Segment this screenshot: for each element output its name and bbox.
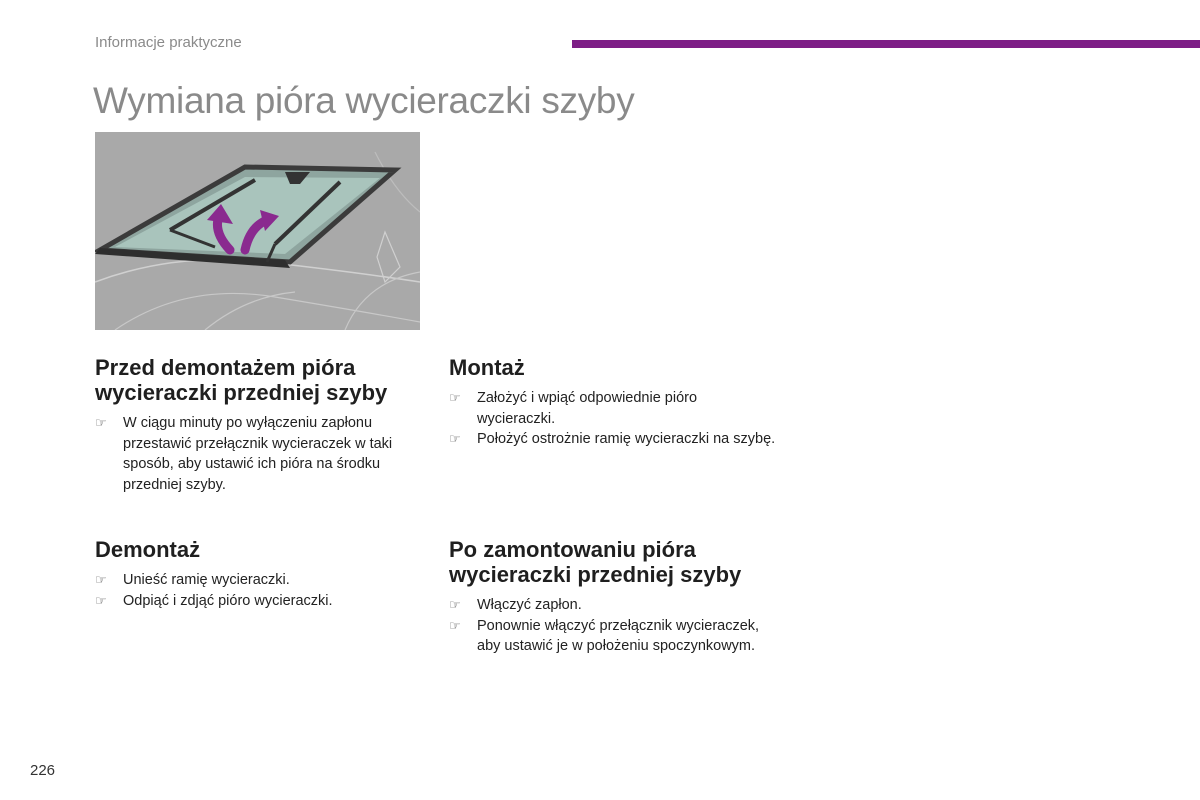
list-item: ☞ Włączyć zapłon. xyxy=(449,595,779,616)
windshield-illustration xyxy=(95,132,420,330)
list-item: ☞ Unieść ramię wycieraczki. xyxy=(95,570,425,591)
pointing-hand-icon: ☞ xyxy=(95,415,107,430)
section-removal xyxy=(95,537,425,611)
page-title: Wymiana pióra wycieraczki szyby xyxy=(93,80,635,121)
windshield-wiper-arrows-icon xyxy=(95,132,420,330)
list-item: ☞ Odpiąć i zdjąć pióro wycieraczki. xyxy=(95,591,425,612)
pointing-hand-icon: ☞ xyxy=(95,592,107,608)
section-heading: Demontaż xyxy=(95,537,201,562)
pointing-hand-icon: ☞ xyxy=(449,390,461,405)
pointing-hand-icon: ☞ xyxy=(95,572,107,587)
list-item: ☞ W ciągu minuty po wyłączeniu zapłonu przestawić przełącznik wycieraczek w taki sposób, aby ustawić ich pióra na środku przedniej szyby. xyxy=(95,415,393,493)
list-item: ☞ Ponownie włączyć przełącznik wycieraczek, aby ustawić je w położeniu spoczynkowym. xyxy=(449,617,760,654)
section-heading: Przed demontażem pióra wycieraczki przedniej szyby xyxy=(95,355,388,405)
section-heading: Po zamontowaniu pióra wycieraczki przedniej szyby xyxy=(449,537,742,587)
header-accent-bar xyxy=(572,40,1200,48)
section-before-removal xyxy=(95,355,425,495)
pointing-hand-icon: ☞ xyxy=(449,431,461,446)
section-after-installation xyxy=(449,537,779,657)
list-item: ☞ Położyć ostrożnie ramię wycieraczki na szybę. xyxy=(449,429,779,450)
running-header: Informacje praktyczne xyxy=(95,34,242,51)
page-number: 226 xyxy=(30,762,56,779)
pointing-hand-icon: ☞ xyxy=(449,597,461,612)
pointing-hand-icon: ☞ xyxy=(449,617,461,633)
section-installation xyxy=(449,355,779,450)
section-heading: Montaż xyxy=(449,355,525,380)
list-item: ☞ Założyć i wpiąć odpowiednie pióro wycieraczki. xyxy=(449,390,698,427)
